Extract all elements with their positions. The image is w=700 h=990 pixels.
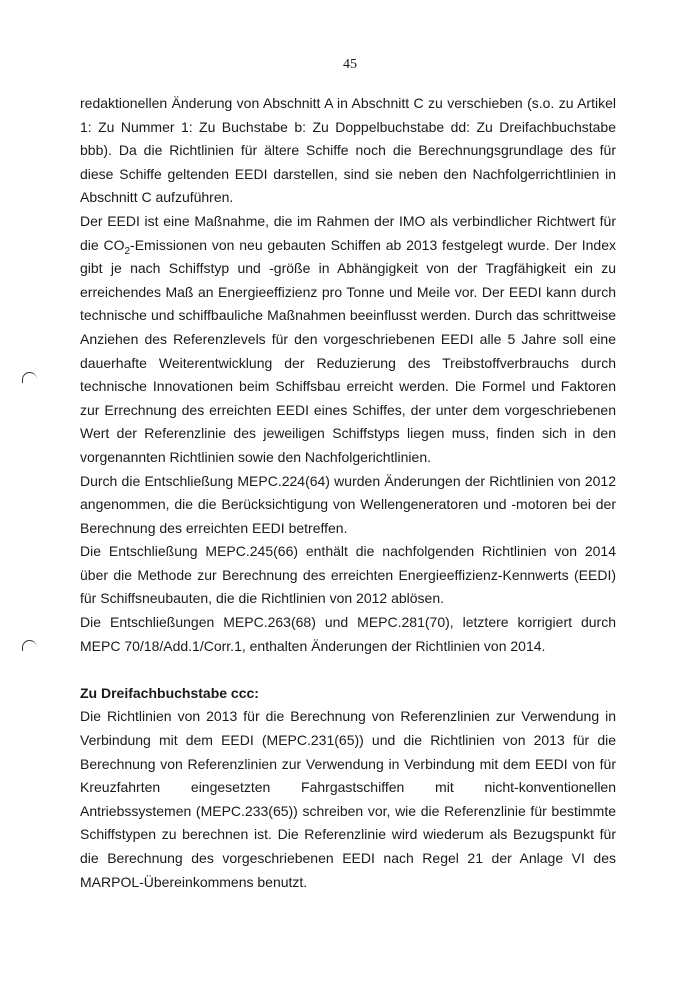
paragraph-p4	[80, 540, 616, 611]
paragraph-p3	[80, 470, 616, 541]
text-run: redaktionellen Änderung von Abschnitt A in Abschnitt C zu verschieben (s.o. zu Artikel 1: Zu Nummer 1: Zu Buchstabe b: Zu Doppelbuchstabe dd: Zu Dreifachbuchstabe bbb). Da die Richtlinien für ältere Schiffe noch die Berechnungsgrundlage des für diese Schiffe geltenden EEDI darstellen, sind sie neben den Nachfolgerrichtlinien in Abschnitt C aufzuführen.	[80, 95, 616, 206]
margin-mark-icon	[22, 372, 37, 383]
paragraph-group	[80, 705, 616, 894]
text-run: Der EEDI ist eine Maßnahme, die im Rahmen der IMO als verbindlicher Richtwert für die CO	[80, 212, 616, 253]
section-heading: Zu Dreifachbuchstabe ccc:	[80, 684, 259, 701]
text-run: Die Entschließung MEPC.245(66) enthält die nachfolgenden Richtlinien von 2014 über die Methode zur Berechnung des erreichten Energieeffizienz-Kennwerts (EEDI) für Schiffsneubauten, die die Richtlinien von 2012 ablösen.	[80, 543, 616, 607]
paragraph-p1	[80, 92, 616, 210]
margin-mark-icon	[22, 640, 37, 651]
paragraph-p2	[80, 210, 616, 470]
paragraph-p5	[80, 611, 616, 658]
text-run: -Emissionen von neu gebauten Schiffen ab 2013 festgelegt wurde. Der Index gibt je nach Schiffstyp und -größe in Abhängigkeit von der Tragfähigkeit ein zu erreichendes Maß an Energieeffizienz pro Tonne und Meile vor. Der EEDI kann durch technische und schiffbauliche Maßnahmen beeinflusst werden. Durch das schrittweise Anziehen des Referenzlevels für den vorgeschriebenen EEDI alle 5 Jahre soll eine dauerhafte Weiterentwicklung der Reduzierung des Treibstoffverbrauchs durch technische Innovationen beim Schiffsbau erreicht werden. Die Formel und Faktoren zur Errechnung des erreichten EEDI eines Schiffes, der unter dem vorgeschriebenen Wert der Referenzlinie des jeweiligen Schiffstyps liegen muss, finden sich in den vorgenannten Richtlinien sowie den Nachfolgerichtlinien.	[80, 236, 616, 465]
text-run: Die Richtlinien von 2013 für die Berechnung von Referenzlinien zur Verwendung in Verbindung mit dem EEDI (MEPC.231(65)) und die Richtlinien von 2013 für die Berechnung von Referenzlinien zur Verwendung in Verbindung mit dem EEDI von für Kreuzfahrten eingesetzten Fahrgastschiffen mit nicht-konventionellen Antriebssystemen (MEPC.233(65)) schreiben vor, wie die Referenzlinie für bestimmte Schiffstypen zu berechnen ist. Die Referenzlinie wird wiederum als Bezugspunkt für die Berechnung des vorgeschriebenen EEDI nach Regel 21 der Anlage VI des MARPOL-Übereinkommens benutzt.	[80, 708, 616, 890]
paragraph-group	[80, 92, 616, 658]
paragraph-p6	[80, 705, 616, 894]
text-run: Die Entschließungen MEPC.263(68) und MEPC.281(70), letztere korrigiert durch MEPC 70/18/Add.1/Corr.1, enthalten Änderungen der Richtlinien von 2014.	[80, 614, 616, 654]
subscript: 2	[124, 245, 131, 257]
document-body	[80, 92, 616, 894]
page-number: 45	[343, 57, 357, 72]
text-run: Durch die Entschließung MEPC.224(64) wurden Änderungen der Richtlinien von 2012 angenommen, die die Berücksichtigung von Wellengeneratoren und -motoren bei der Berechnung des erreichten EEDI betreffen.	[80, 472, 616, 536]
